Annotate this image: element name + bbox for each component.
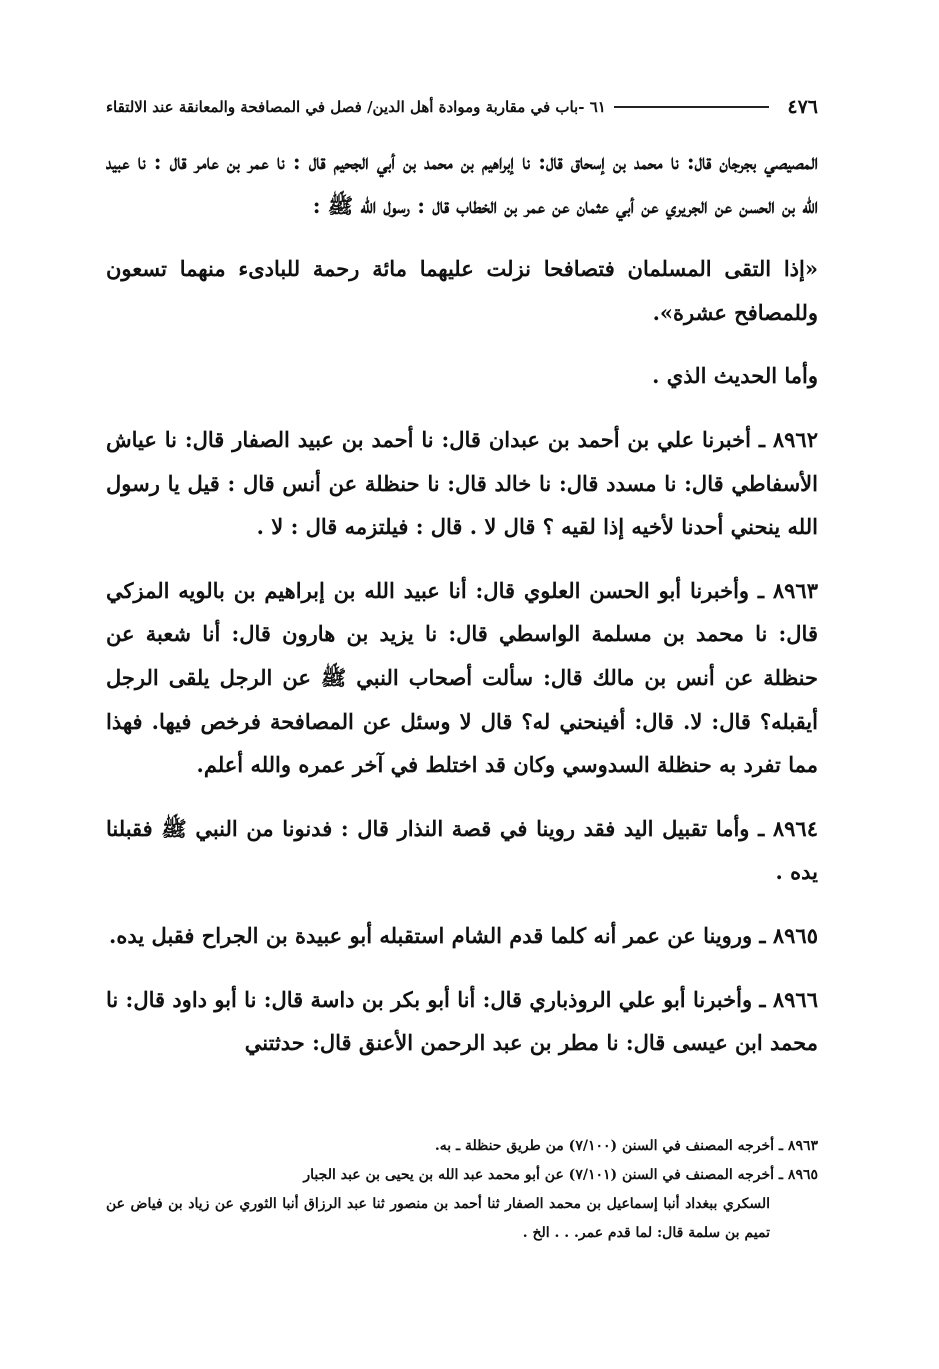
- header-rule: [614, 106, 770, 108]
- paragraph-isnad-opening: المصيصي بجرجان قال: نا محمد بن إسحاق قال: نا إبراهيم بن محمد بن أبي الجحيم قال : نا عمر بن عامر قال : نا عبيد الله بن الحسن عن الجريري عن أبي عثمان عن عمر بن الخطاب قال : رسول الله ﷺ :: [106, 149, 818, 218]
- paragraph-8964: ٨٩٦٤ ـ وأما تقبيل اليد فقد روينا في قصة النذار قال : فدنونا من النبي ﷺ فقبلنا يده .: [106, 815, 818, 885]
- footnote-continuation: السكري ببغداد أنبا إسماعيل بن محمد الصفار ثنا أحمد بن منصور ثنا عبد الرزاق أنبا الثوري عن زياد بن فياض عن تميم بن سلمة قال: لما قدم عمر. . . الخ .: [106, 1196, 770, 1241]
- running-title: ٦١ -باب في مقاربة وموادة أهل الدين/ فصل في المصافحة والمعانقة عند الالتقاء: [106, 98, 606, 116]
- main-text: [106, 140, 818, 1085]
- paragraph-transition: وأما الحديث الذي .: [652, 363, 818, 389]
- paragraph-8963: ٨٩٦٣ ـ وأخبرنا أبو الحسن العلوي قال: أنا عبيد الله بن إبراهيم بن بالويه المزكي قال: نا محمد بن مسلمة الواسطي قال: نا يزيد بن هارون قال: أنا شعبة عن حنظلة عن أنس بن مالك قال: سألت أصحاب النبي ﷺ عن الرجل يلقى الرجل أيقبله؟ قال: لا. قال: أفينحني له؟ قال لا وسئل عن المصافحة فرخص فيها. فهذا مما تفرد به حنظلة السدوسي وكان قد اختلط في آخر عمره والله أعلم.: [106, 577, 818, 778]
- paragraph-hadith-text: «إذا التقى المسلمان فتصافحا نزلت عليهما مائة رحمة للبادىء منهما تسعون وللمصافح عشرة».: [106, 256, 818, 325]
- footnotes: [106, 1132, 818, 1248]
- footnote-8963: [106, 1132, 818, 1161]
- footnote-text: ٨٩٦٥ ـ أخرجه المصنف في السنن (٧/١٠١) عن أبو محمد عبد الله بن يحيى بن عبد الجبار: [303, 1167, 818, 1183]
- running-header: [106, 92, 818, 122]
- paragraph-8965: ٨٩٦٥ ـ وروينا عن عمر أنه كلما قدم الشام استقبله أبو عبيدة بن الجراح فقبل يده.: [109, 922, 818, 948]
- paragraph-8966: ٨٩٦٦ ـ وأخبرنا أبو علي الروذباري قال: أنا أبو بكر بن داسة قال: نا أبو داود قال: نا محمد ابن عيسى قال: نا مطر بن عبد الرحمن الأعنق قال: حدثتني: [106, 986, 818, 1056]
- paragraph-8962: ٨٩٦٢ ـ أخبرنا علي بن أحمد بن عبدان قال: نا أحمد بن عبيد الصفار قال: نا عياش الأسفاطي قال: نا مسدد قال: نا خالد قال: نا حنظلة عن أنس قال : قيل يا رسول الله ينحني أحدنا لأخيه إذا لقيه ؟ قال لا . قال : فيلتزمه قال : لا .: [106, 426, 818, 540]
- footnote-text: ٨٩٦٣ ـ أخرجه المصنف في السنن (٧/١٠٠) من طريق حنظلة ـ به.: [434, 1138, 818, 1154]
- page-number: ٤٧٦: [787, 96, 818, 118]
- footnote-8965: [106, 1161, 818, 1248]
